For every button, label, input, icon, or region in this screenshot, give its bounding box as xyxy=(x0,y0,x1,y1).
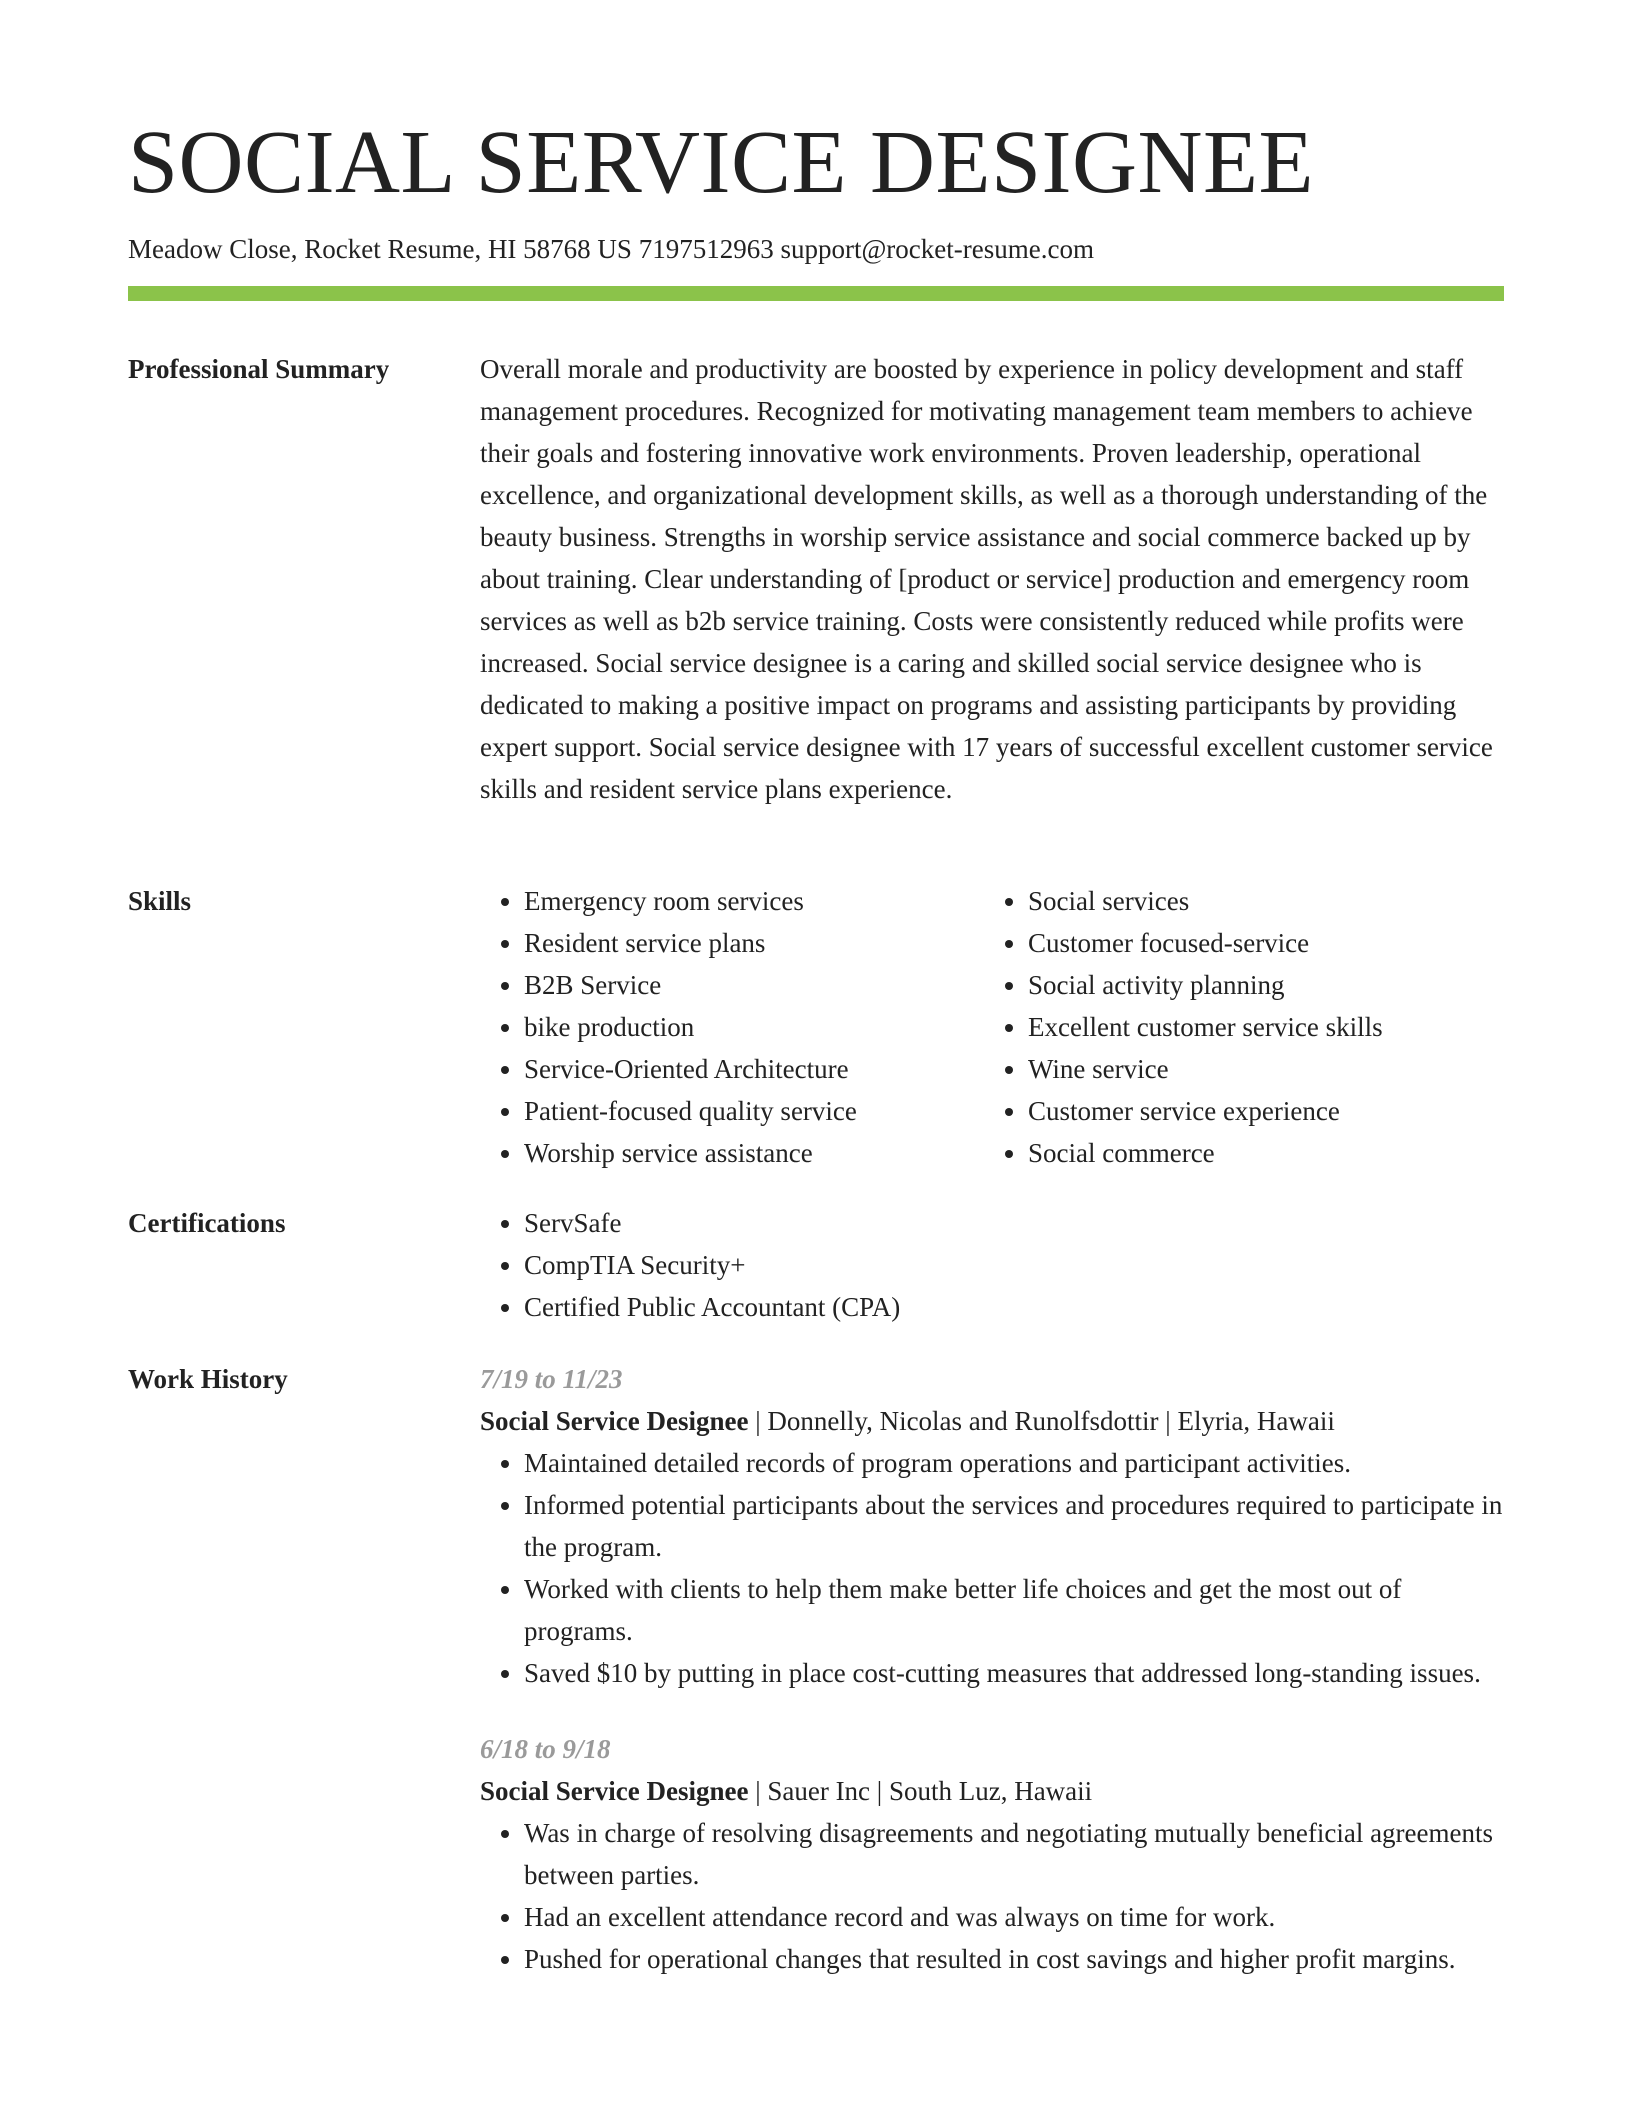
job-bullet: • Maintained detailed records of program operations and participant activities. xyxy=(524,1442,1504,1484)
certifications-label: Certifications xyxy=(128,1208,286,1238)
skill-item: • Social services xyxy=(1028,880,1488,922)
contact-line: Meadow Close, Rocket Resume, HI 58768 US 7197512963 support@rocket-resume.com xyxy=(128,234,1094,264)
resume-name-heading: SOCIAL SERVICE DESIGNEE xyxy=(128,113,1314,212)
job-bullet: • Saved $10 by putting in place cost-cutting measures that addressed long-standing issues. xyxy=(524,1652,1504,1694)
certification-item: • Certified Public Accountant (CPA) xyxy=(524,1286,1504,1328)
certifications-body xyxy=(480,1202,1504,1328)
skills-column-left xyxy=(480,880,984,1174)
certification-item: • ServSafe xyxy=(524,1202,1504,1244)
summary-label: Professional Summary xyxy=(128,354,390,384)
job-bullet: • Had an excellent attendance record and was always on time for work. xyxy=(524,1896,1504,1938)
skill-item: • Service-Oriented Architecture xyxy=(524,1048,984,1090)
header-divider-bar xyxy=(128,286,1504,301)
skill-item: • bike production xyxy=(524,1006,984,1048)
job-employer-location: | Donnelly, Nicolas and Runolfsdottir | Elyria, Hawaii xyxy=(748,1406,1335,1436)
skill-item: • Patient-focused quality service xyxy=(524,1090,984,1132)
summary-text: Overall morale and productivity are boosted by experience in policy development and staff management procedures. Recognized for motivating management team members to achieve their goals and fostering innovative work environments. Proven leadership, operational excellence, and organizational development skills, as well as a thorough understanding of the beauty business. Strengths in worship service assistance and social commerce backed up by about training. Clear understanding of [product or service] production and emergency room services as well as b2b service training. Costs were consistently reduced while profits were increased. Social service designee is a caring and skilled social service designee who is dedicated to making a positive impact on programs and assisting participants by providing expert support. Social service designee with 17 years of successful excellent customer service skills and resident service plans experience. xyxy=(480,354,1493,804)
skill-item: • Customer focused-service xyxy=(1028,922,1488,964)
job-bullet: • Pushed for operational changes that resulted in cost savings and higher profit margins. xyxy=(524,1938,1504,1980)
job-dates: 6/18 to 9/18 xyxy=(480,1734,611,1764)
job-bullet: • Worked with clients to help them make better life choices and get the most out of programs. xyxy=(524,1568,1504,1652)
skills-body xyxy=(480,880,1504,1174)
certification-item: • CompTIA Security+ xyxy=(524,1244,1504,1286)
job-title: Social Service Designee xyxy=(480,1776,749,1806)
job-bullet-list xyxy=(480,1812,1504,1980)
skills-label: Skills xyxy=(128,886,192,916)
job-employer-location: | Sauer Inc | South Luz, Hawaii xyxy=(748,1776,1093,1806)
skill-item: • Wine service xyxy=(1028,1048,1488,1090)
work-history-body xyxy=(480,1358,1504,1980)
job-dates: 7/19 to 11/23 xyxy=(480,1364,623,1394)
skill-item: • Resident service plans xyxy=(524,922,984,964)
skill-item: • Social commerce xyxy=(1028,1132,1488,1174)
skill-item: • B2B Service xyxy=(524,964,984,1006)
job-bullet: • Was in charge of resolving disagreements and negotiating mutually beneficial agreements between parties. xyxy=(524,1812,1504,1896)
skills-list-left xyxy=(480,880,984,1174)
skill-item: • Emergency room services xyxy=(524,880,984,922)
job-title: Social Service Designee xyxy=(480,1406,749,1436)
job-header-line xyxy=(480,1770,1504,1812)
job-entry xyxy=(480,1358,1504,1694)
job-header-line xyxy=(480,1400,1504,1442)
skill-item: • Excellent customer service skills xyxy=(1028,1006,1488,1048)
work-history-label: Work History xyxy=(128,1364,288,1394)
certifications-list xyxy=(480,1202,1504,1328)
skills-column-right xyxy=(984,880,1488,1174)
summary-body xyxy=(480,348,1504,810)
skill-item: • Customer service experience xyxy=(1028,1090,1488,1132)
skill-item: • Worship service assistance xyxy=(524,1132,984,1174)
job-entry xyxy=(480,1728,1504,1980)
job-bullet: • Informed potential participants about the services and procedures required to participate in the program. xyxy=(524,1484,1504,1568)
skill-item: • Social activity planning xyxy=(1028,964,1488,1006)
skills-list-right xyxy=(984,880,1488,1174)
job-bullet-list xyxy=(480,1442,1504,1694)
